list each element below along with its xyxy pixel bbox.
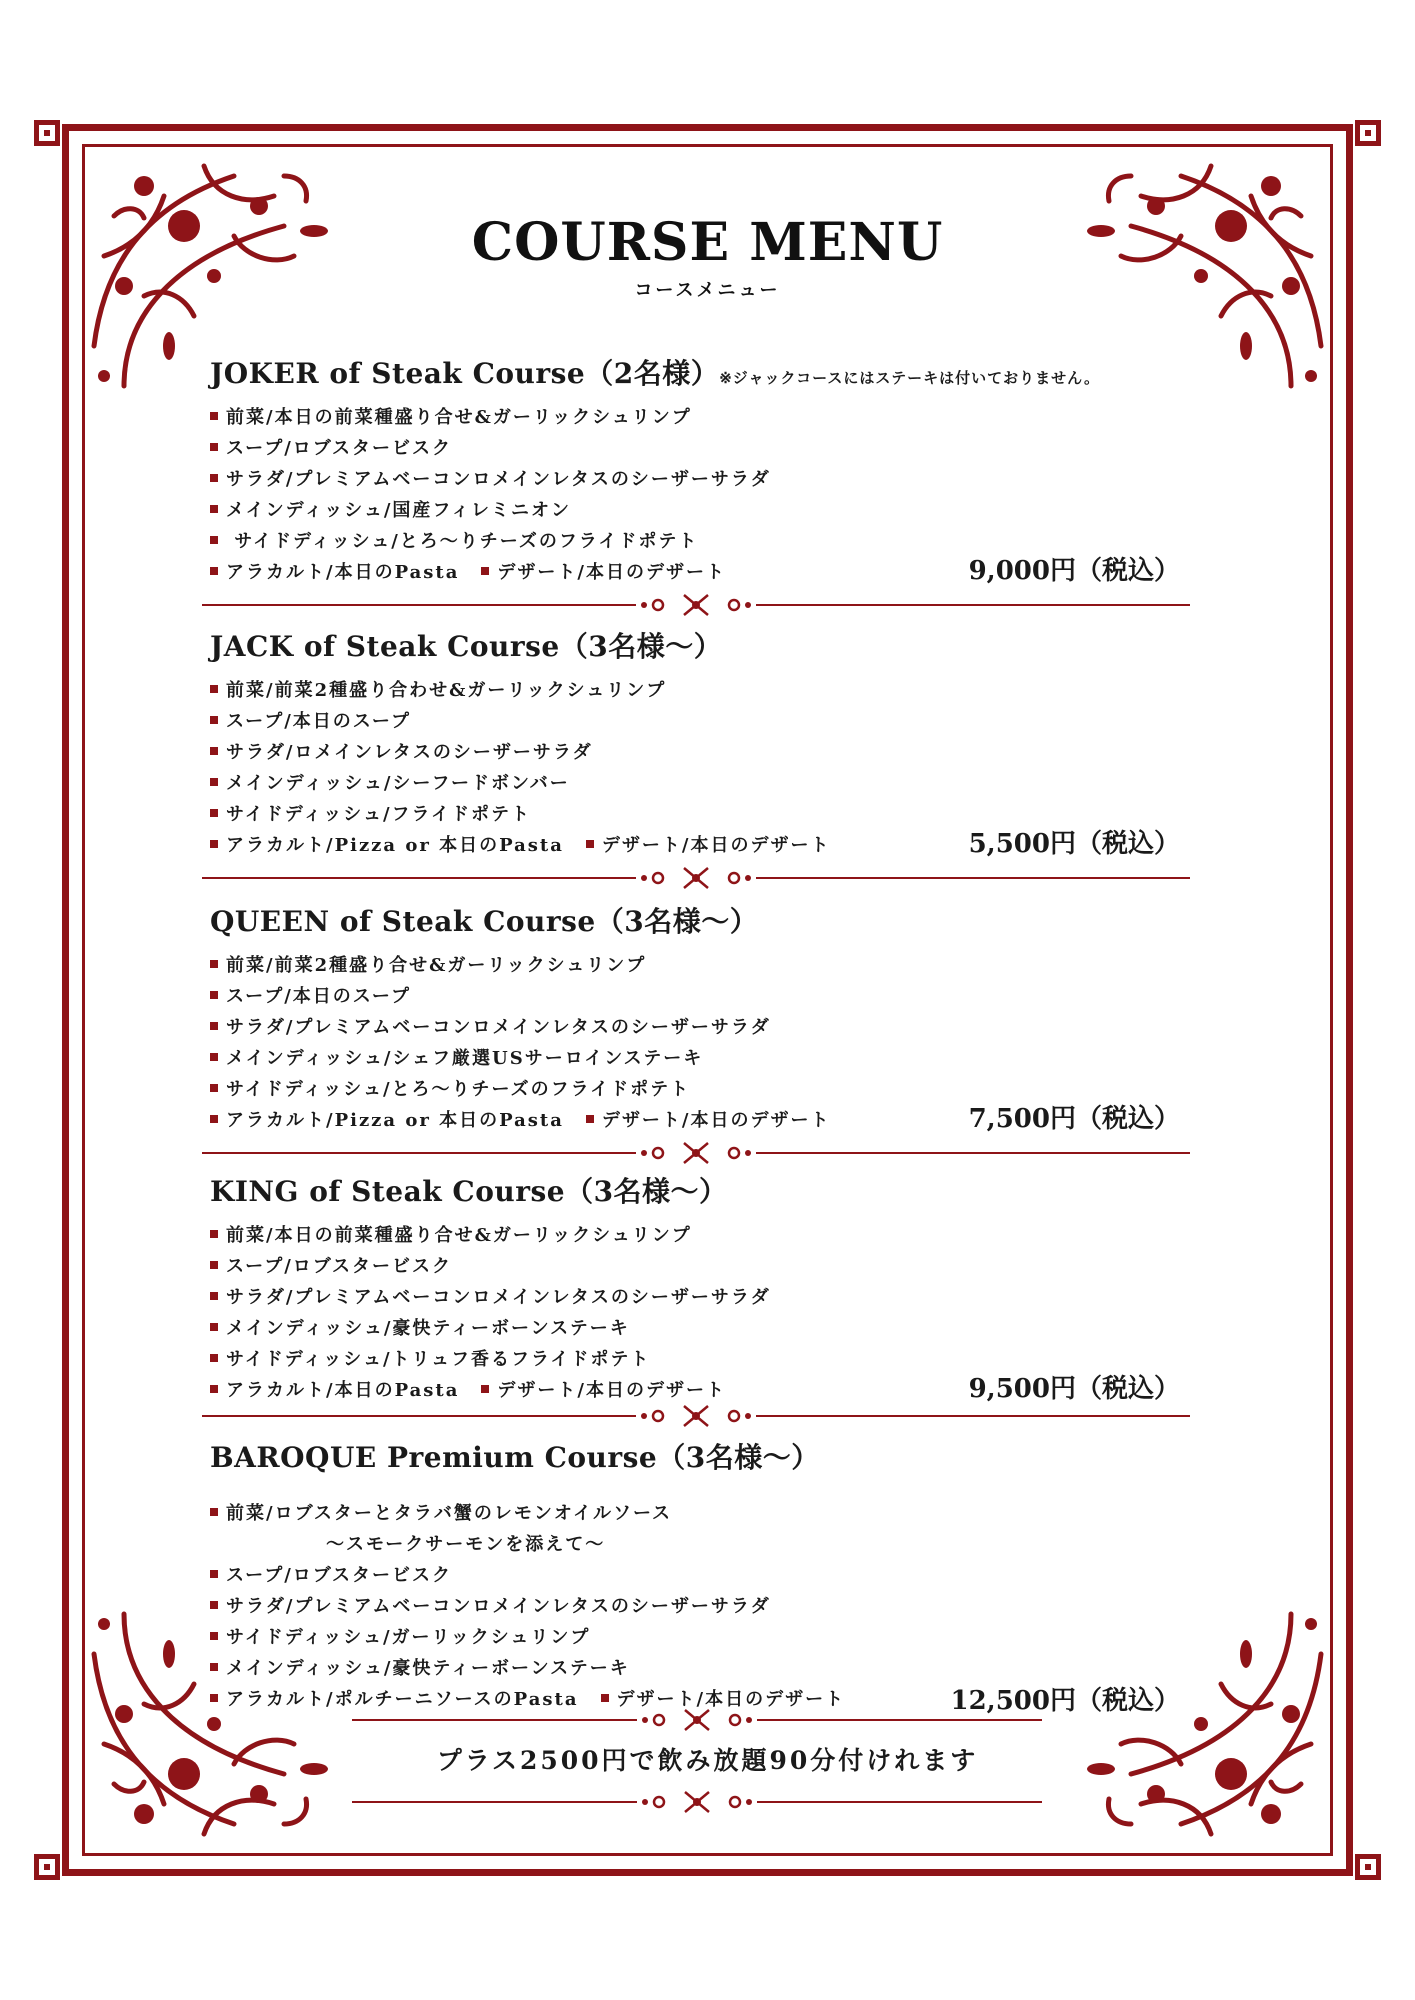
corner-square-icon	[34, 120, 60, 146]
square-bullet-icon	[210, 505, 218, 513]
list-item-continuation: 〜スモークサーモンを添えて〜	[326, 1534, 606, 1555]
square-bullet-icon	[210, 1053, 218, 1061]
square-bullet-icon	[210, 960, 218, 968]
square-bullet-icon	[210, 1115, 218, 1123]
divider-flourish-icon	[637, 1790, 757, 1814]
square-bullet-icon	[601, 1694, 609, 1702]
list-item: サイドディッシュ/とろ〜りチーズのフライドポテト	[210, 526, 1200, 557]
course-name: JOKER of Steak Course（2名様）	[210, 357, 720, 390]
free-drink-note: プラス2500円で飲み放題90分付けれます	[436, 1746, 979, 1775]
list-item: アラカルト/本日のPasta デザート/本日のデザート	[210, 1375, 1200, 1406]
list-item: サイドディッシュ/フライドポテト	[210, 799, 1200, 830]
course-name: JACK of Steak Course（3名様〜）	[210, 630, 723, 663]
corner-square-icon	[34, 1854, 60, 1880]
list-item: 前菜/本日の前菜種盛り合せ&ガーリックシュリンプ	[210, 1220, 1200, 1251]
course-price: 12,500円（税込）	[950, 1686, 1180, 1716]
square-bullet-icon	[210, 747, 218, 755]
list-item: スープ/ロブスタービスク	[210, 433, 1200, 464]
course-name: BAROQUE Premium Course（3名様〜）	[210, 1441, 820, 1474]
square-bullet-icon	[210, 1022, 218, 1030]
square-bullet-icon	[586, 1115, 594, 1123]
list-item: サラダ/ロメインレタスのシーザーサラダ	[210, 737, 1200, 768]
list-item: メインディッシュ/豪快ティーボーンステーキ	[210, 1653, 1200, 1684]
course-heading	[210, 900, 1200, 940]
square-bullet-icon	[210, 1632, 218, 1640]
square-bullet-icon	[210, 685, 218, 693]
section-divider	[202, 593, 1190, 617]
list-item: サイドディッシュ/とろ〜りチーズのフライドポテト	[210, 1074, 1200, 1105]
list-item: メインディッシュ/国産フィレミニオン	[210, 495, 1200, 526]
square-bullet-icon	[210, 474, 218, 482]
list-item: サラダ/プレミアムベーコンロメインレタスのシーザーサラダ	[210, 1012, 1200, 1043]
list-item: スープ/ロブスタービスク	[210, 1560, 1200, 1591]
square-bullet-icon	[210, 567, 218, 575]
list-item: 前菜/本日の前菜種盛り合せ&ガーリックシュリンプ	[210, 402, 1200, 433]
course-heading	[210, 1436, 1200, 1476]
square-bullet-icon	[210, 778, 218, 786]
course-note: ※ジャックコースにはステーキは付いておりません。	[719, 369, 1101, 387]
divider-flourish-icon	[636, 1141, 756, 1165]
square-bullet-icon	[210, 1508, 218, 1516]
list-item: サイドディッシュ/ガーリックシュリンプ	[210, 1622, 1200, 1653]
square-bullet-icon	[210, 536, 218, 544]
square-bullet-icon	[481, 1385, 489, 1393]
section-divider	[202, 1404, 1190, 1428]
square-bullet-icon	[210, 1385, 218, 1393]
square-bullet-icon	[210, 1354, 218, 1362]
list-item: 前菜/ロブスターとタラバ蟹のレモンオイルソース	[210, 1498, 1200, 1529]
divider-flourish-icon	[636, 866, 756, 890]
list-item: スープ/ロブスタービスク	[210, 1251, 1200, 1282]
square-bullet-icon	[210, 991, 218, 999]
corner-square-icon	[1355, 1854, 1381, 1880]
course-heading	[210, 352, 1200, 392]
page-subtitle: コースメニュー	[634, 280, 781, 301]
list-item: 前菜/前菜2種盛り合わせ&ガーリックシュリンプ	[210, 675, 1200, 706]
square-bullet-icon	[210, 1261, 218, 1269]
list-item: アラカルト/Pizza or 本日のPasta デザート/本日のデザート	[210, 830, 1200, 861]
list-item: スープ/本日のスープ	[210, 706, 1200, 737]
course-baroque	[210, 1436, 1200, 1715]
course-price: 9,000円（税込）	[968, 556, 1180, 586]
course-heading	[210, 625, 1200, 665]
list-item: サイドディッシュ/トリュフ香るフライドポテト	[210, 1344, 1200, 1375]
square-bullet-icon	[210, 840, 218, 848]
square-bullet-icon	[210, 1601, 218, 1609]
list-item: メインディッシュ/シェフ厳選USサーロインステーキ	[210, 1043, 1200, 1074]
divider-flourish-icon	[636, 1404, 756, 1428]
list-item: メインディッシュ/シーフードボンバー	[210, 768, 1200, 799]
corner-square-icon	[1355, 120, 1381, 146]
course-king	[210, 1170, 1200, 1406]
course-jack	[210, 625, 1200, 861]
list-item: アラカルト/Pizza or 本日のPasta デザート/本日のデザート	[210, 1105, 1200, 1136]
square-bullet-icon	[210, 809, 218, 817]
divider-flourish-icon	[637, 1708, 757, 1732]
list-item: サラダ/プレミアムベーコンロメインレタスのシーザーサラダ	[210, 1591, 1200, 1622]
square-bullet-icon	[481, 567, 489, 575]
course-heading	[210, 1170, 1200, 1210]
section-divider	[202, 866, 1190, 890]
list-item: アラカルト/本日のPasta デザート/本日のデザート	[210, 557, 1200, 588]
list-item: スープ/本日のスープ	[210, 981, 1200, 1012]
square-bullet-icon	[210, 1323, 218, 1331]
square-bullet-icon	[210, 1084, 218, 1092]
section-divider	[202, 1141, 1190, 1165]
list-item: 前菜/前菜2種盛り合せ&ガーリックシュリンプ	[210, 950, 1200, 981]
footer-divider-top	[352, 1708, 1042, 1732]
divider-flourish-icon	[636, 593, 756, 617]
square-bullet-icon	[210, 412, 218, 420]
course-name: KING of Steak Course（3名様〜）	[210, 1175, 728, 1208]
list-item: サラダ/プレミアムベーコンロメインレタスのシーザーサラダ	[210, 464, 1200, 495]
course-price: 7,500円（税込）	[968, 1104, 1180, 1134]
square-bullet-icon	[210, 716, 218, 724]
list-item: メインディッシュ/豪快ティーボーンステーキ	[210, 1313, 1200, 1344]
square-bullet-icon	[210, 1694, 218, 1702]
list-item: アラカルト/ポルチーニソースのPasta デザート/本日のデザート	[210, 1684, 1200, 1715]
course-price: 9,500円（税込）	[968, 1374, 1180, 1404]
course-price: 5,500円（税込）	[968, 829, 1180, 859]
course-queen	[210, 900, 1200, 1136]
square-bullet-icon	[586, 840, 594, 848]
list-item: サラダ/プレミアムベーコンロメインレタスのシーザーサラダ	[210, 1282, 1200, 1313]
square-bullet-icon	[210, 1663, 218, 1671]
square-bullet-icon	[210, 1570, 218, 1578]
footer-divider-bottom	[352, 1790, 1042, 1814]
square-bullet-icon	[210, 1230, 218, 1238]
square-bullet-icon	[210, 1292, 218, 1300]
course-joker	[210, 352, 1200, 588]
course-name: QUEEN of Steak Course（3名様〜）	[210, 905, 759, 938]
page-title: COURSE MENU	[471, 212, 944, 273]
square-bullet-icon	[210, 443, 218, 451]
